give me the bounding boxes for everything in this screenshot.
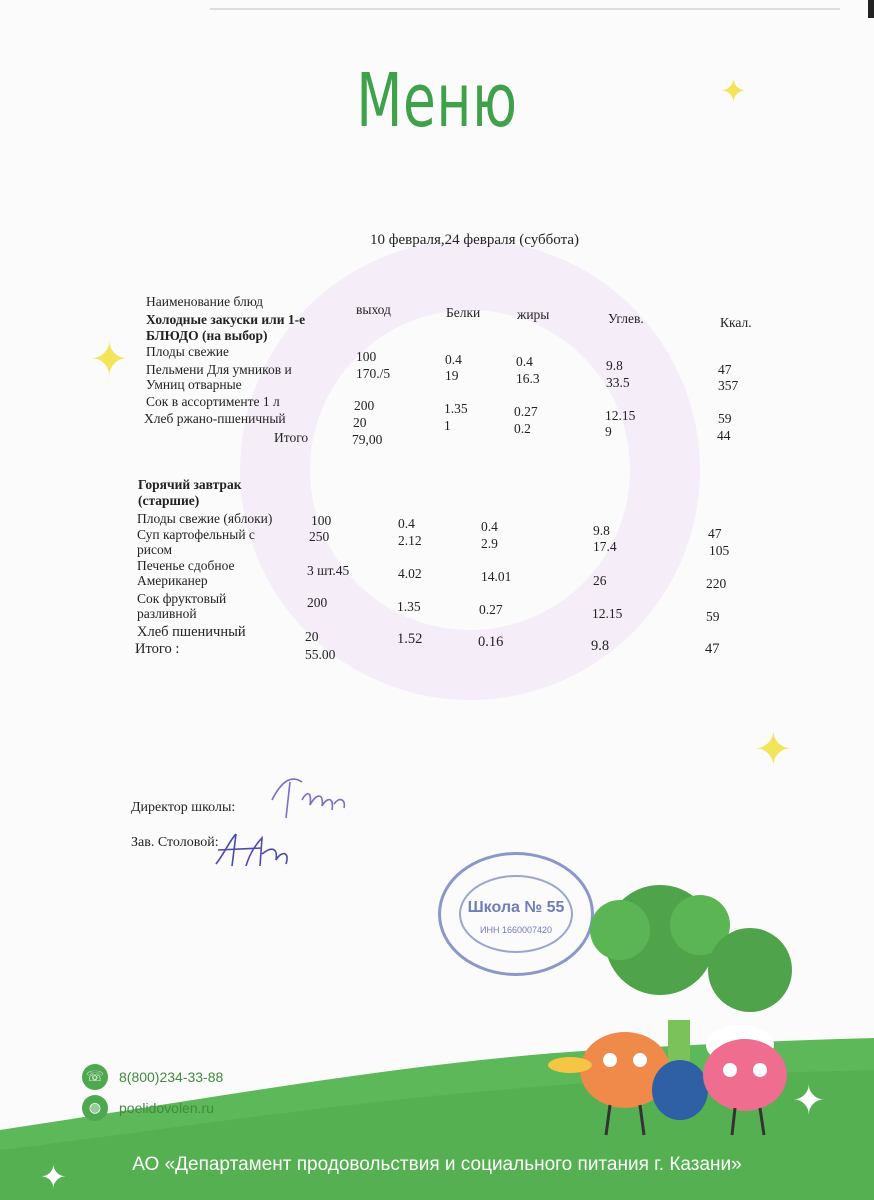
row-carbs: 12.15 [605, 408, 636, 423]
row-name: Печенье сдобное [137, 558, 235, 573]
row-protein: 1.35 [444, 401, 468, 416]
stamp-subtext: ИНН 1660007420 [479, 925, 553, 935]
row-output: 20 [353, 415, 367, 430]
total-label: Итого [274, 430, 309, 445]
page-title: Меню [356, 58, 518, 144]
row-output: 3 шт.45 [307, 563, 350, 578]
star-icon: ✦ [40, 1158, 67, 1196]
row-carbs: 9 [605, 424, 612, 439]
row-kcal: 47 [705, 641, 720, 657]
header-name: Наименование блюд [146, 294, 264, 309]
row-fat: 0.2 [514, 421, 531, 436]
phone-number[interactable]: 8(800)234-33-88 [119, 1069, 224, 1085]
website-link[interactable]: poelidovolen.ru [119, 1100, 214, 1116]
row-kcal: 105 [709, 543, 730, 558]
star-icon: ✦ [720, 72, 747, 110]
section2-title: Горячий завтрак [138, 477, 242, 492]
canteen-label: Зав. Столовой: [131, 835, 219, 850]
row-name: Американер [137, 573, 208, 588]
row-output: 20 [305, 629, 319, 644]
row-output: 170./5 [356, 366, 391, 381]
star-icon: ✦ [90, 332, 129, 386]
row-output: 250 [309, 529, 330, 544]
row-carbs: 9.8 [591, 638, 610, 654]
row-carbs: 12.15 [592, 606, 623, 621]
globe-icon: ◍ [82, 1095, 108, 1121]
total-value: 79,00 [352, 432, 383, 447]
header-protein: Белки [446, 305, 481, 320]
row-name: Сок в ассортименте 1 л [146, 394, 280, 409]
row-name: Умниц отварные [146, 377, 242, 392]
row-fat: 0.27 [479, 602, 503, 617]
row-kcal: 220 [706, 576, 727, 591]
row-carbs: 9.8 [593, 523, 610, 538]
row-name: Хлеб пшеничный [137, 624, 246, 640]
row-protein: 1.52 [397, 631, 423, 647]
row-fat: 0.16 [478, 634, 504, 650]
row-kcal: 357 [718, 378, 739, 393]
stamp-text: Школа № 55 [467, 899, 565, 916]
row-fat: 0.27 [514, 404, 538, 419]
row-protein: 0.4 [445, 352, 462, 367]
corner-mark [868, 0, 874, 18]
row-output: 100 [356, 349, 377, 364]
header-carbs: Углев. [608, 311, 644, 326]
row-fat: 0.4 [481, 519, 498, 534]
row-carbs: 17.4 [593, 539, 617, 554]
director-label: Директор школы: [131, 800, 236, 815]
row-fat: 0.4 [516, 354, 533, 369]
row-protein: 1.35 [397, 599, 421, 614]
row-fat: 14.01 [481, 569, 512, 584]
footer-organization: АО «Департамент продовольствия и социального питания г. Казани» [132, 1154, 742, 1175]
row-kcal: 59 [718, 411, 732, 426]
row-fat: 2.9 [481, 536, 498, 551]
director-signature [262, 770, 352, 830]
row-protein: 1 [444, 418, 451, 433]
row-carbs: 33.5 [606, 375, 630, 390]
top-edge-line [210, 8, 840, 10]
row-fat: 16.3 [516, 371, 540, 386]
row-name: Суп картофельный с [137, 527, 255, 542]
row-name: разливной [137, 606, 197, 621]
row-protein: 4.02 [398, 566, 422, 581]
row-output: 200 [354, 398, 375, 413]
row-kcal: 47 [718, 362, 732, 377]
canteen-signature [206, 826, 306, 876]
row-name: рисом [137, 542, 173, 557]
date-line: 10 февраля,24 февраля (суббота) [370, 232, 579, 248]
row-output: 200 [307, 595, 328, 610]
row-protein: 0.4 [398, 516, 415, 531]
star-icon: ✦ [792, 1078, 826, 1124]
row-name: Сок фруктовый [137, 591, 227, 606]
row-carbs: 26 [593, 573, 607, 588]
header-fat: жиры [517, 307, 550, 322]
row-name: Плоды свежие [146, 344, 229, 359]
row-name: Пельмени Для умников и [146, 362, 292, 377]
section1-title: БЛЮДО (на выбор) [146, 328, 268, 343]
row-output: 100 [311, 513, 332, 528]
row-protein: 19 [445, 368, 459, 383]
row-kcal: 47 [708, 526, 722, 541]
total-label: Итого : [135, 641, 180, 657]
row-name: Плоды свежие (яблоки) [137, 511, 273, 526]
star-icon: ✦ [754, 722, 793, 776]
phone-icon: ☏ [82, 1064, 108, 1090]
row-carbs: 9.8 [606, 358, 623, 373]
header-output: выход [356, 302, 391, 317]
section2-title: (старшие) [138, 493, 200, 508]
row-name: Хлеб ржано-пшеничный [144, 411, 286, 426]
row-kcal: 59 [706, 609, 720, 624]
row-protein: 2.12 [398, 533, 422, 548]
row-kcal: 44 [717, 428, 731, 443]
section1-title: Холодные закуски или 1-е [146, 312, 306, 327]
header-kcal: Ккал. [720, 315, 752, 330]
total-value: 55.00 [305, 647, 336, 662]
